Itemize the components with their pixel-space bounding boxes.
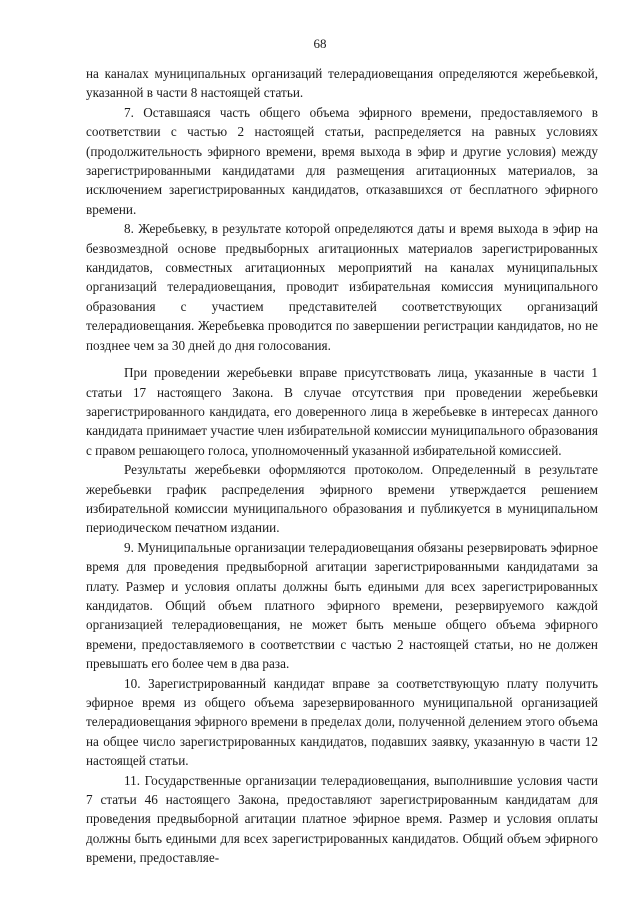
paragraph-clause-10: 10. Зарегистрированный кандидат вправе за соответствующую плату получить эфирное время из общего объема зарезервированного муниципальной организацией телерадиовещания эфирного времени в пределах доли, полученной делением этого объема на общее число зарегистрированных кандидатов, подавших заявку, указанную в части 12 настоящей статьи. [86, 675, 598, 769]
paragraph-clause-11: 11. Государственные организации телерадиовещания, выполнившие условия части 7 статьи 46 настоящего Закона, предоставляют зарегистрированным кандидатам для проведения предвыборной агитации платное эфирное время. Размер и условия оплаты должны быть едиными для всех зарегистрированных кандидатов. Общий объем эфирного времени, предоставляе- [86, 772, 598, 866]
paragraph-lottery-results: Результаты жеребьевки оформляются протоколом. Определенный в результате жеребьевки график распределения эфирного времени утверждается решением избирательной комиссии муниципального образования и публикуется в муниципальном периодическом печатном издании. [86, 462, 598, 536]
paragraph-continuation: на каналах муниципальных организаций телерадиовещания определяются жеребьевкой, указанной в части 8 настоящей статьи. [86, 66, 598, 101]
paragraph-lottery-attendance: При проведении жеребьевки вправе присутствовать лица, указанные в части 1 статьи 17 настоящего Закона. В случае отсутствия при проведении жеребьевки зарегистрированного кандидата, его доверенного лица в жеребьевке в интересах данного кандидата принимает участие член избирательной комиссии муниципального образования с правом решающего голоса, уполномоченный указанной избирательной комиссией. [86, 365, 598, 458]
document-body [86, 64, 598, 868]
paragraph-clause-7: 7. Оставшаяся часть общего объема эфирного времени, предоставляемого в соответствии с частью 2 настоящей статьи, распределяется на равных условиях (продолжительность эфирного времени, время выхода в эфир и другие условия) между зарегистрированными кандидатами для размещения агитационных материалов, за исключением зарегистрированных кандидатов, отказавшихся от бесплатного эфирного времени. [86, 104, 598, 217]
paragraph-clause-9: 9. Муниципальные организации телерадиовещания обязаны резервировать эфирное время для проведения предвыборной агитации зарегистрированными кандидатами за плату. Размер и условия оплаты должны быть едиными для всех зарегистрированных кандидатов. Общий объем платного эфирного времени, резервируемого каждой организацией телерадиовещания, не может быть меньше общего объема эфирного времени, предоставляемого в соответствии с частью 2 настоящей статьи, но не должен превышать его более чем в два раза. [86, 539, 598, 672]
page-number: 68 [313, 36, 327, 51]
paragraph-clause-8: 8. Жеребьевку, в результате которой определяются даты и время выхода в эфир на безвозмездной основе предвыборных агитационных материалов зарегистрированных кандидатов, совместных агитационных мероприятий на каналах муниципальных организаций телерадиовещания, проводит избирательная комиссия муниципального образования с участием представителей соответствующих организаций телерадиовещания. Жеребьевка проводится по завершении регистрации кандидатов, но не позднее чем за 30 дней до дня голосования. [86, 221, 598, 353]
